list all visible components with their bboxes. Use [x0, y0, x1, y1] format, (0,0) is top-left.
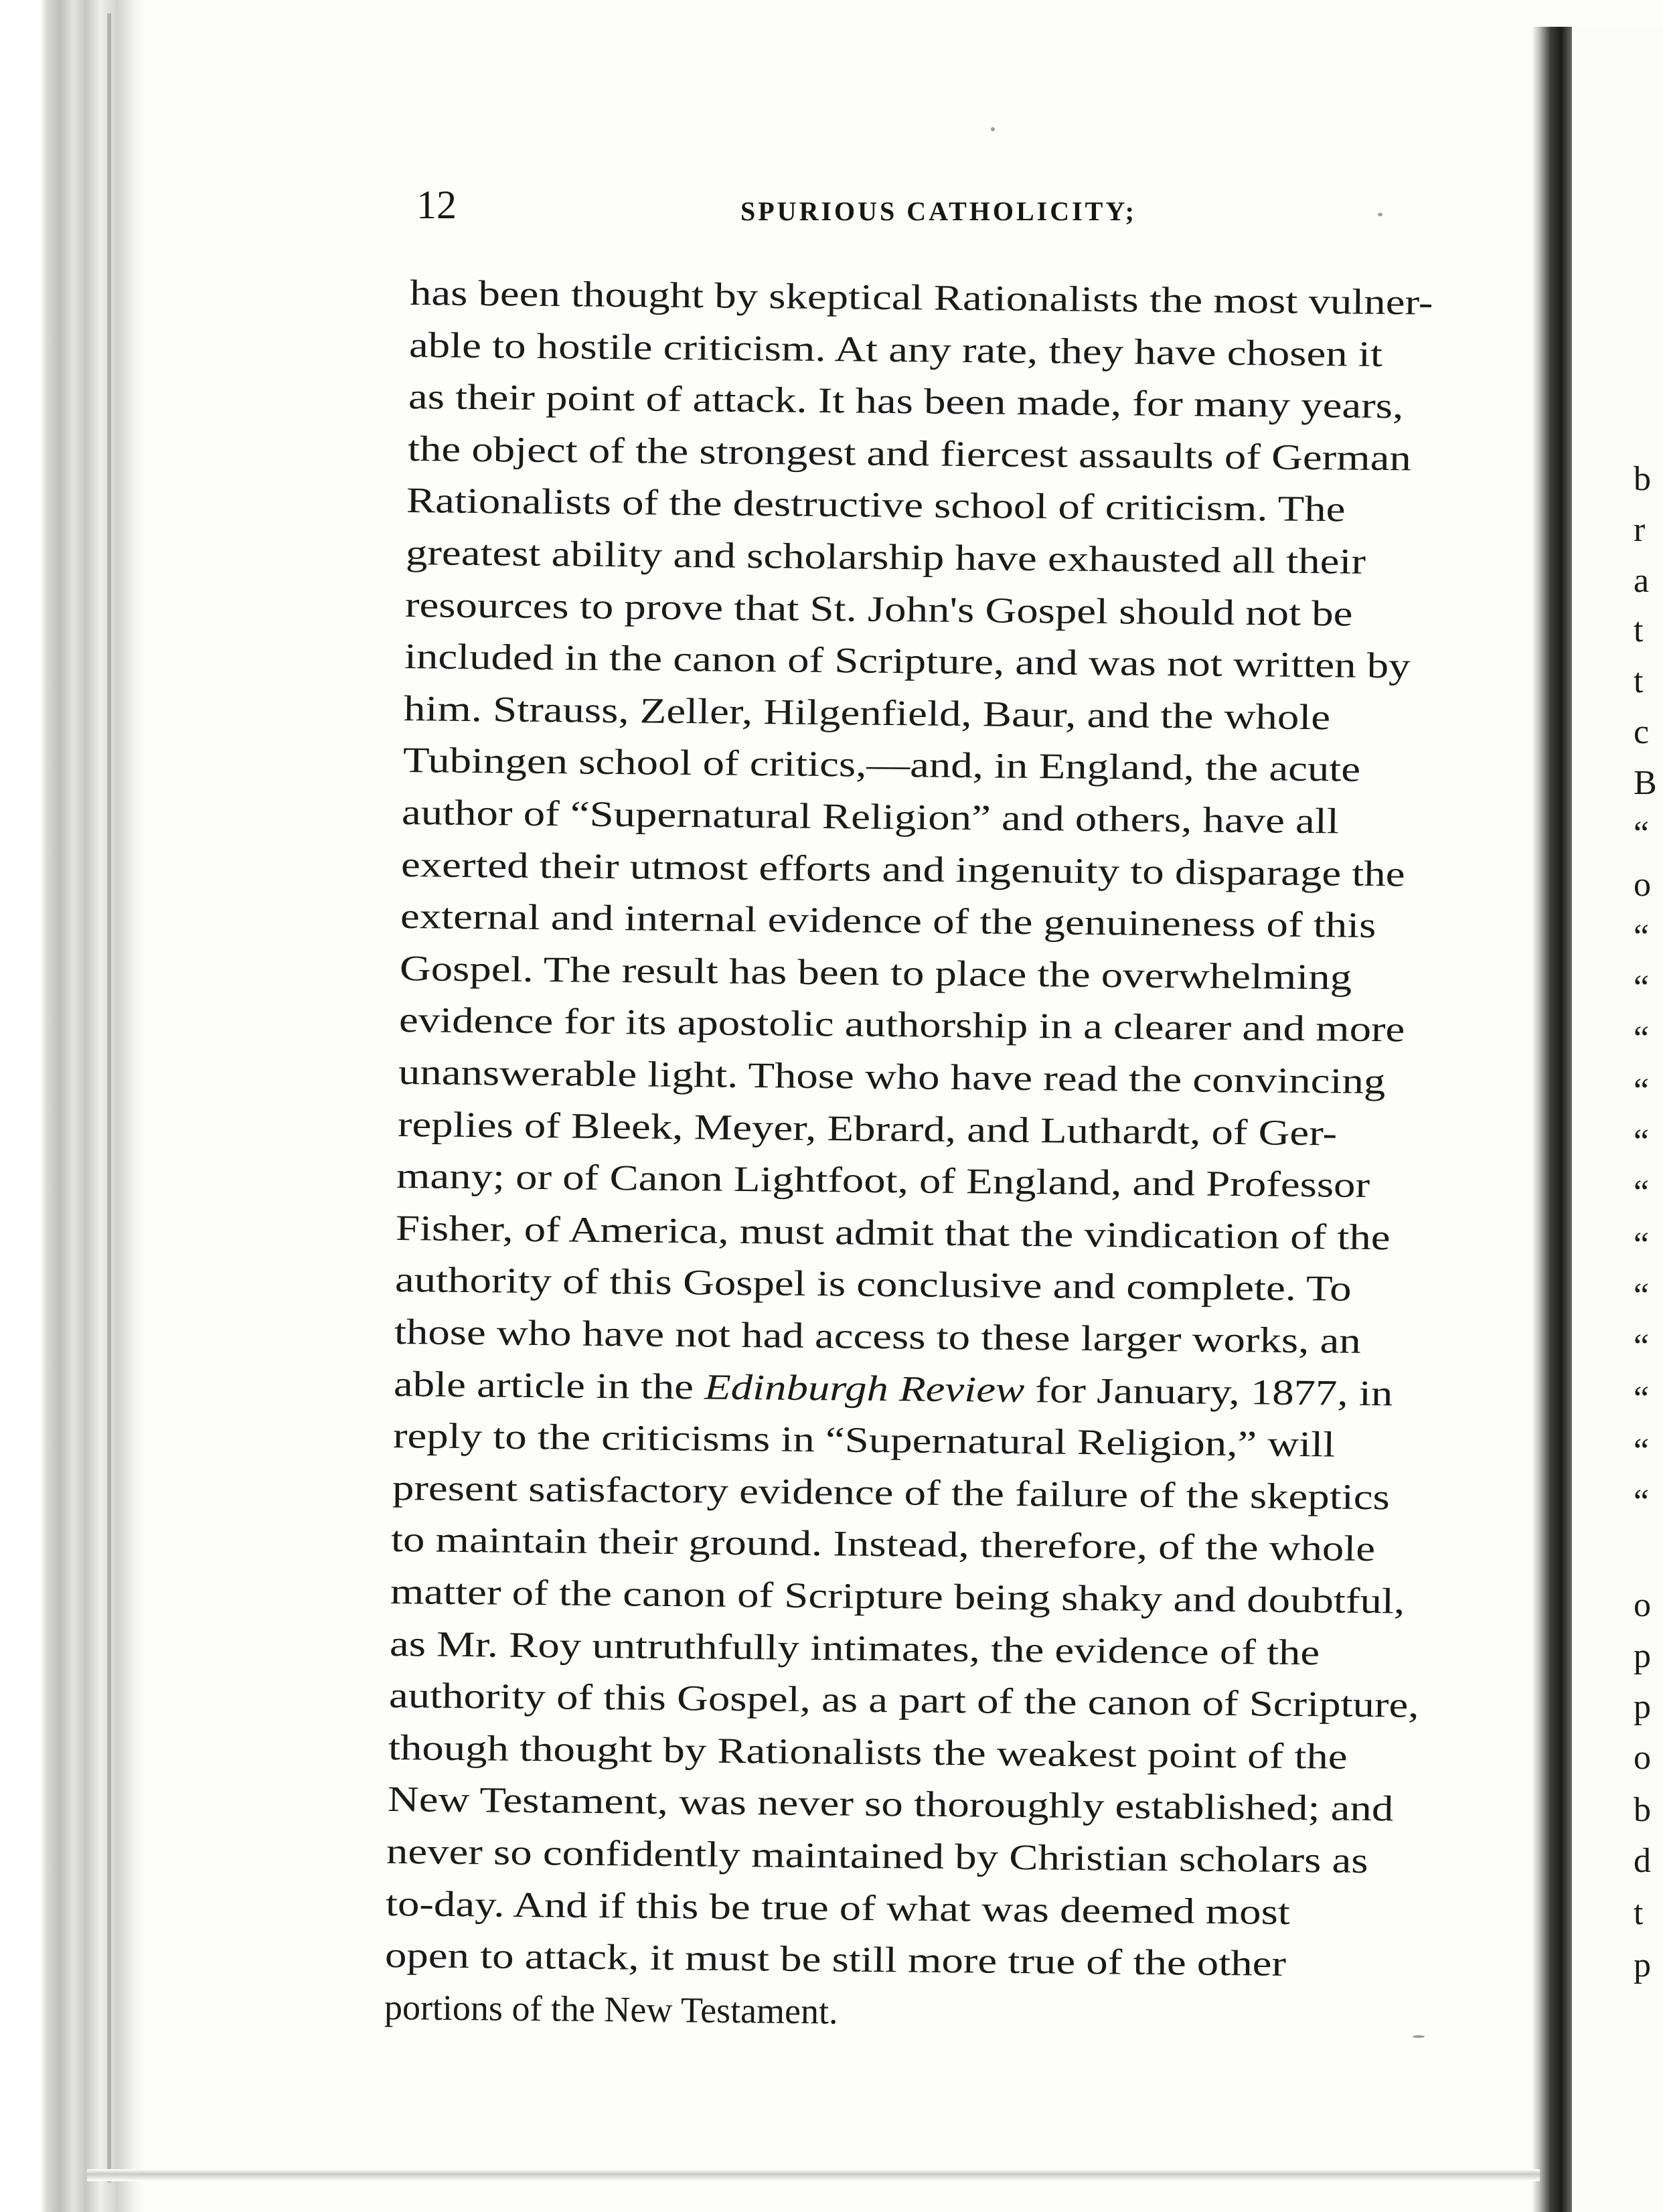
facing-page-letter: B — [1634, 764, 1657, 802]
text-line: authority of this Gospel, as a part of the canon of Scripture, — [388, 1675, 1419, 1725]
text-line: able to hostile criticism. At any rate, they have chosen it — [408, 324, 1383, 374]
facing-page-letter: p — [1634, 1688, 1651, 1726]
text-line: as Mr. Roy untruthfully intimates, the evidence of the — [389, 1623, 1320, 1672]
text-line: evidence for its apostolic authorship in a clearer and more — [398, 1000, 1405, 1050]
facing-page-letter: “ — [1634, 918, 1650, 956]
text-line: open to attack, it must be still more true of the other — [384, 1935, 1287, 1984]
text-line — [393, 1363, 1393, 1413]
text-line: external and internal evidence of the genuineness of this — [400, 896, 1376, 946]
text-run: able article in the — [393, 1363, 705, 1407]
text-line: resources to prove that St. John's Gospel should not be — [404, 584, 1353, 634]
facing-page-letter: p — [1634, 1637, 1651, 1675]
facing-page-letter: “ — [1634, 1328, 1650, 1366]
text-line: greatest ability and scholarship have exhausted all their — [405, 532, 1366, 582]
text-line: the object of the strongest and fiercest assaults of German — [407, 428, 1411, 479]
book-binding-edge — [0, 0, 144, 2212]
facing-page-letter: o — [1634, 1739, 1651, 1777]
text-line: many; or of Canon Lightfoot, of England, and Professor — [396, 1156, 1370, 1206]
facing-page-letter: t — [1634, 1894, 1644, 1932]
facing-page-letter: d — [1634, 1842, 1651, 1880]
running-title: SPURIOUS CATHOLICITY; — [740, 196, 1137, 226]
text-line: present satisfactory evidence of the failure of the skeptics — [392, 1467, 1390, 1518]
facing-page-letter: o — [1634, 866, 1651, 904]
facing-page-letter: b — [1634, 1791, 1651, 1829]
text-line: author of “Supernatural Religion” and others, have all — [402, 792, 1340, 842]
text-line: unanswerable light. Those who have read the convincing — [398, 1052, 1386, 1102]
facing-page-letter: “ — [1634, 1380, 1650, 1418]
text-line: New Testament, was never so thoroughly established; and — [387, 1779, 1394, 1829]
facing-page-letter: “ — [1634, 1174, 1650, 1212]
ink-speck — [1413, 2035, 1425, 2038]
facing-page-letter: c — [1634, 713, 1650, 751]
text-line: matter of the canon of Scripture being shaky and doubtful, — [390, 1571, 1405, 1622]
italic-title: Edinburgh Review — [704, 1366, 1025, 1410]
facing-page-letter: “ — [1634, 969, 1650, 1007]
text-line: authority of this Gospel is conclusive and complete. To — [394, 1259, 1352, 1310]
facing-page-letter: “ — [1634, 1020, 1650, 1058]
text-line: included in the canon of Scripture, and was not written by — [404, 636, 1411, 686]
ink-speck — [991, 127, 995, 131]
facing-page-letter: “ — [1634, 1483, 1650, 1521]
facing-page-letter: “ — [1634, 1432, 1650, 1470]
bottom-page-edge — [87, 2169, 1540, 2181]
facing-page-letter: “ — [1634, 1277, 1650, 1315]
text-line: Rationalists of the destructive school of criticism. The — [406, 480, 1346, 530]
facing-page-letter: t — [1634, 611, 1644, 649]
text-line: portions of the New Testament. — [384, 1986, 838, 2032]
text-line: as their point of attack. It has been made, for many years, — [408, 376, 1404, 426]
facing-page-letter: t — [1634, 662, 1644, 700]
ink-speck — [1378, 213, 1382, 216]
facing-page-letter: “ — [1634, 815, 1650, 853]
text-run: for January, 1877, in — [1024, 1369, 1393, 1413]
gutter-fold — [1532, 27, 1572, 2212]
text-line: never so confidently maintained by Christian scholars as — [386, 1831, 1369, 1881]
facing-page-letter: a — [1634, 562, 1650, 600]
text-line: replies of Bleek, Meyer, Ebrard, and Luthardt, of Ger- — [397, 1103, 1337, 1154]
facing-page-letter: “ — [1634, 1226, 1650, 1264]
text-line: Tubingen school of critics,—and, in England, the acute — [402, 740, 1360, 790]
text-line: him. Strauss, Zeller, Hilgenfield, Baur, and the whole — [403, 688, 1331, 738]
facing-page-letter: “ — [1634, 1123, 1650, 1161]
text-line: Gospel. The result has been to place the overwhelming — [399, 947, 1352, 998]
text-line: though thought by Rationalists the weakest point of the — [388, 1727, 1348, 1777]
facing-page-letter: b — [1634, 460, 1651, 498]
text-line: to-day. And if this be true of what was deemed most — [386, 1883, 1291, 1932]
text-line: has been thought by skeptical Rationalists the most vulner- — [409, 272, 1433, 323]
facing-page-letter: p — [1634, 1946, 1651, 1984]
facing-page — [1572, 27, 1663, 2212]
facing-page-letter: o — [1634, 1586, 1651, 1624]
text-line: exerted their utmost efforts and ingenuity to disparage the — [401, 844, 1406, 894]
facing-page-letter: “ — [1634, 1072, 1650, 1110]
text-line: those who have not had access to these larger works, an — [394, 1312, 1361, 1361]
text-line: reply to the criticisms in “Supernatural Religion,” will — [392, 1415, 1336, 1465]
text-line: to maintain their ground. Instead, therefore, of the whole — [391, 1519, 1376, 1569]
facing-page-letter: r — [1634, 511, 1646, 549]
text-line: Fisher, of America, must admit that the vindication of the — [395, 1207, 1391, 1258]
page-number: 12 — [416, 183, 457, 227]
